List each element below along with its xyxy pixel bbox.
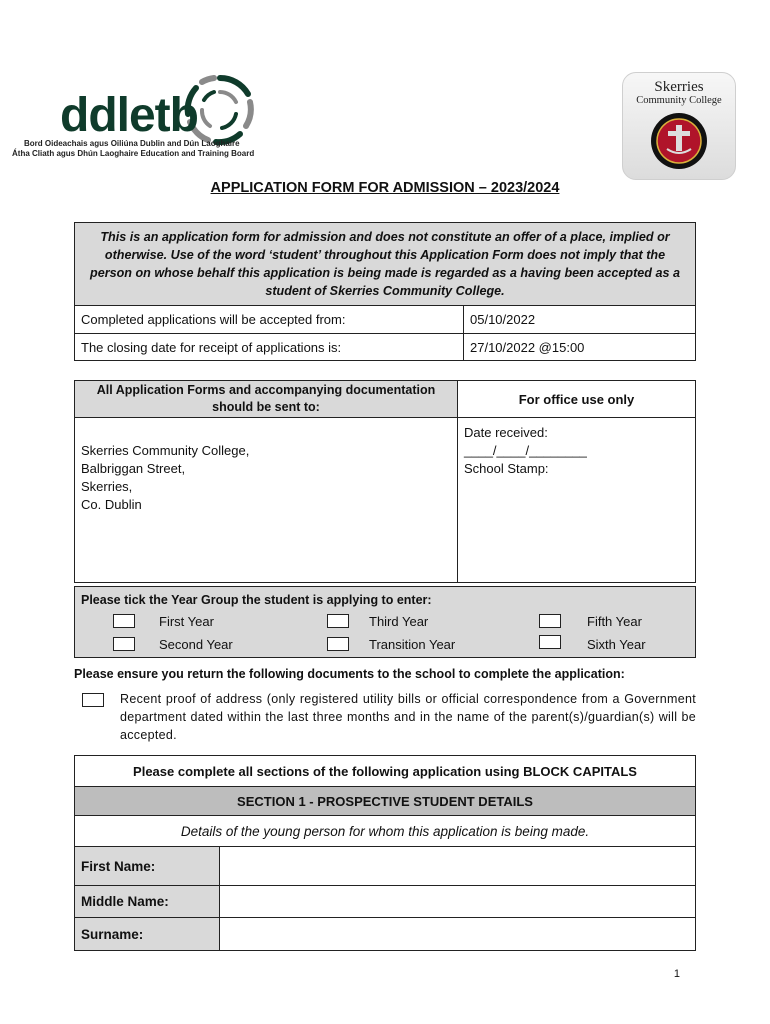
first-name-label: First Name: <box>75 847 220 886</box>
school-logo-subname: Community College <box>636 95 722 106</box>
third-year-label: Third Year <box>369 614 429 629</box>
date-received-label: Date received: <box>464 425 548 440</box>
address-line: Skerries, <box>81 479 133 494</box>
transition-year-checkbox[interactable] <box>327 637 349 651</box>
transition-year-label: Transition Year <box>369 637 456 652</box>
closing-date-value: 27/10/2022 @15:00 <box>464 334 696 361</box>
middle-name-label: Middle Name: <box>75 886 220 918</box>
accepted-from-date: 05/10/2022 <box>464 306 696 334</box>
second-year-checkbox[interactable] <box>113 637 135 651</box>
surname-label: Surname: <box>75 918 220 951</box>
section1-heading: SECTION 1 - PROSPECTIVE STUDENT DETAILS <box>75 787 696 816</box>
section1-table <box>74 755 696 951</box>
ddletb-tagline-2: Átha Cliath agus Dhún Laoghaire Education and Training Board <box>12 149 255 158</box>
school-address <box>75 418 458 583</box>
fifth-year-label: Fifth Year <box>587 614 642 629</box>
sixth-year-checkbox[interactable] <box>539 635 561 649</box>
address-office-table <box>74 380 696 583</box>
school-logo-name: Skerries <box>654 79 704 95</box>
block-capitals-instruction: Please complete all sections of the following application using BLOCK CAPITALS <box>75 756 696 787</box>
address-line: Balbriggan Street, <box>81 461 186 476</box>
address-line: Skerries Community College, <box>81 443 250 458</box>
office-use-heading: For office use only <box>458 381 696 418</box>
third-year-checkbox[interactable] <box>327 614 349 628</box>
year-group-box <box>74 586 696 658</box>
section1-subheading: Details of the young person for whom this application is being made. <box>75 816 696 847</box>
address-heading: All Application Forms and accompanying documentation should be sent to: <box>75 381 458 418</box>
surname-input[interactable] <box>220 918 696 951</box>
page-number: 1 <box>673 968 680 980</box>
proof-of-address-text: Recent proof of address (only registered utility bills or official correspondence from a Government department dated within the last three months and in the name of the parent(s)/guardian(s) will be accepted. <box>120 692 696 742</box>
middle-name-input[interactable] <box>220 886 696 918</box>
admission-notice: This is an application form for admission and does not constitute an offer of a place, implied or otherwise. Use of the word ‘student’ throughout this Application Form does not imply that the person on whose behalf this application is being made is regarded as a having been accepted as a student of Skerries Community College. <box>75 223 696 306</box>
notice-dates-table <box>74 222 696 361</box>
first-name-input[interactable] <box>220 847 696 886</box>
address-line: Co. Dublin <box>81 497 142 512</box>
documents-prompt: Please ensure you return the following documents to the school to complete the application: <box>74 667 625 681</box>
form-title: APPLICATION FORM FOR ADMISSION – 2023/2024 <box>210 180 560 196</box>
first-year-checkbox[interactable] <box>113 614 135 628</box>
sixth-year-label: Sixth Year <box>587 637 646 652</box>
ddletb-tagline-1: Bord Oideachais agus Oiliúna Dublin and Dún Laoghaire <box>24 139 240 148</box>
first-year-label: First Year <box>159 614 214 629</box>
accepted-from-label: Completed applications will be accepted from: <box>75 306 464 334</box>
school-logo <box>622 72 736 180</box>
ddletb-wordmark: ddletb <box>60 89 198 142</box>
date-received-field[interactable]: ____/____/________ <box>464 443 587 458</box>
proof-of-address-checkbox[interactable] <box>82 693 104 707</box>
year-group-prompt: Please tick the Year Group the student is applying to enter: <box>81 593 432 607</box>
second-year-label: Second Year <box>159 637 233 652</box>
office-use-area <box>458 418 696 583</box>
school-crest-icon <box>649 111 709 171</box>
closing-date-label: The closing date for receipt of applications is: <box>75 334 464 361</box>
fifth-year-checkbox[interactable] <box>539 614 561 628</box>
school-stamp-label: School Stamp: <box>464 461 549 476</box>
